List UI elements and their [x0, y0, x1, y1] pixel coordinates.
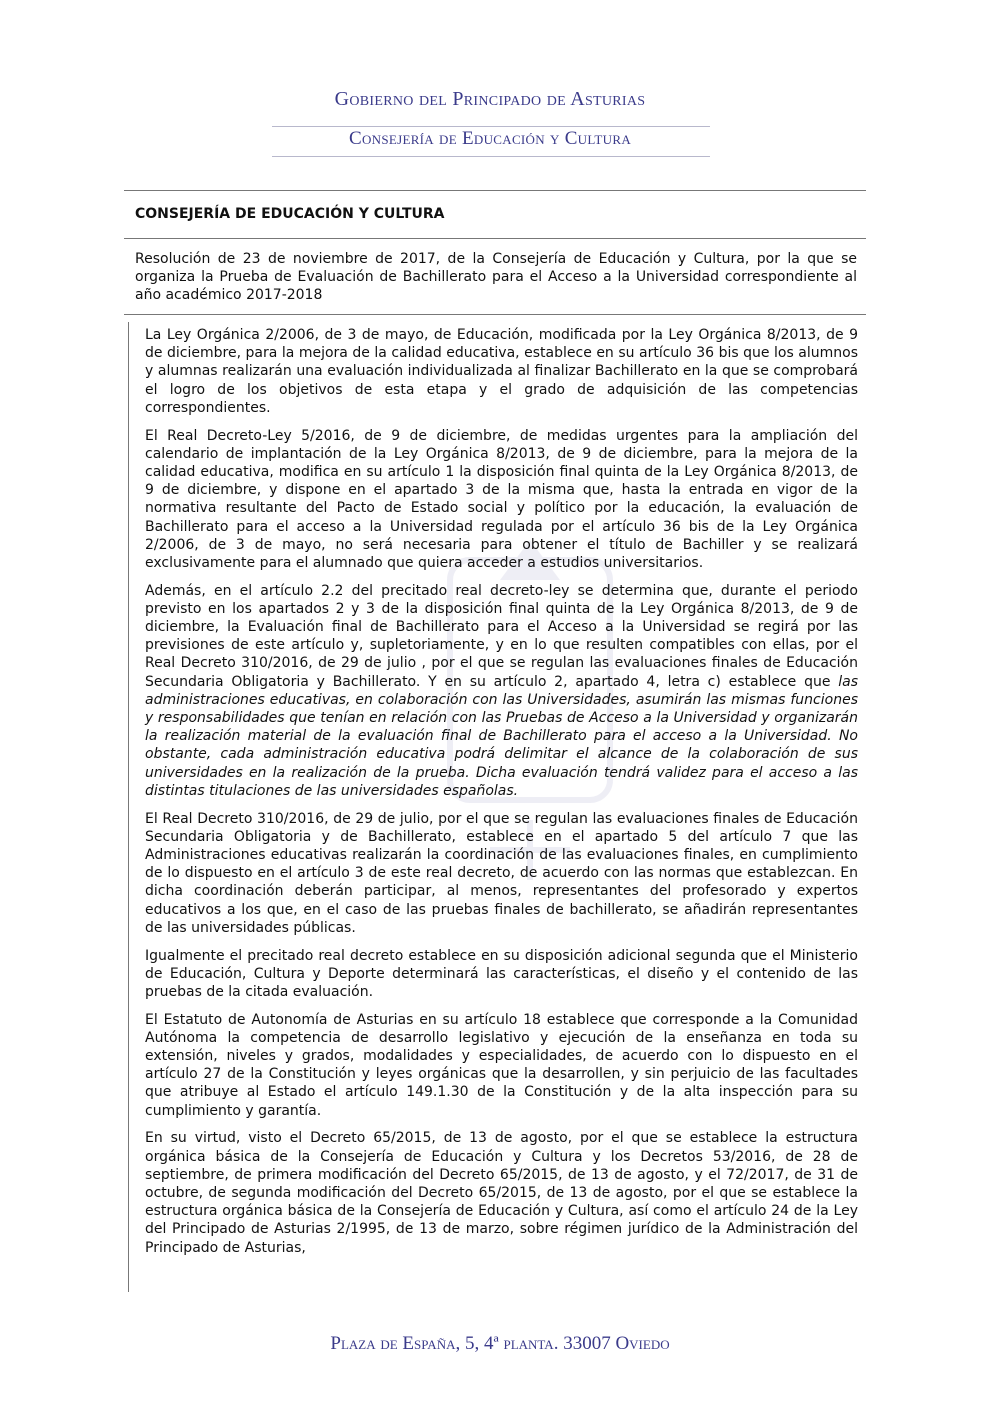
- body-frame: [128, 322, 867, 1292]
- paragraph-3-quote: las administraciones educativas, en colaboración con las Universidades, asumirán las mismas funciones y responsabilidades que tenían en relación con las Pruebas de Acceso a la Universidad y organizarán la realización material de la evaluación final de Bachillerato para el acceso a la Universidad. No obstante, cada administración educativa podrá delimitar el alcance de la colaboración de sus universidades en la realización de la prueba. Dicha evaluación tendrá validez para el acceso a las distintas titulaciones de las universidades españolas.: [145, 673, 858, 799]
- section-divider-middle: [124, 238, 866, 239]
- header-divider-top: [272, 126, 710, 127]
- paragraph-5: Igualmente el precitado real decreto establece en su disposición adicional segunda que el Ministerio de Educación, Cultura y Deporte determinará las características, el diseño y el contenido de las pruebas de la citada evaluación.: [145, 947, 858, 1000]
- paragraph-3-text: Además, en el artículo 2.2 del precitado real decreto-ley se determina que, durante el periodo previsto en los apartados 2 y 3 de la disposición final quinta de la Ley Orgánica 8/2013, de 9 de diciembre, la Evaluación final de Bachillerato para el Acceso a la Universidad se regirá por las previsiones de este artículo y, supletoriamente, y en lo que resulten compatibles con ellas, por el Real Decreto 310/2016, de 29 de julio , por el que se regulan las evaluaciones finales de Educación Secundaria Obligatoria y Bachillerato. Y en su artículo 2, apartado 4, letra c) establece que: [145, 582, 858, 690]
- government-title: Gobierno del Principado de Asturias: [334, 88, 646, 110]
- resolution-body: [145, 326, 858, 1266]
- paragraph-7: En su virtud, visto el Decreto 65/2015, de 13 de agosto, por el que se establece la estructura orgánica básica de la Consejería de Educación y Cultura y los Decretos 53/2016, de 28 de septiembre, de primera modificación del Decreto 65/2015, de 13 de agosto, y el 72/2017, de 31 de octubre, de segunda modificación del Decreto 65/2015, de 13 de agosto, por el que se establece la estructura orgánica básica de la Consejería de Educación y Cultura, así como el artículo 24 de la Ley del Principado de Asturias 2/1995, de 13 de marzo, sobre régimen jurídico de la Administración del Principado de Asturias,: [145, 1130, 858, 1256]
- paragraph-3: [145, 582, 858, 800]
- footer-address: Plaza de España, 5, 4ª planta. 33007 Oviedo: [330, 1333, 670, 1354]
- section-divider-top: [124, 190, 866, 191]
- resolution-title: Resolución de 23 de noviembre de 2017, de la Consejería de Educación y Cultura, por la que se organiza la Prueba de Evaluación de Bachillerato para el Acceso a la Universidad correspondiente al año académico 2017-2018: [135, 251, 857, 304]
- department-title: Consejería de Educación y Cultura: [348, 128, 632, 149]
- paragraph-2: El Real Decreto-Ley 5/2016, de 9 de diciembre, de medidas urgentes para la ampliación del calendario de implantación de la Ley Orgánica 8/2013, de 9 de diciembre, para la mejora de la calidad educativa, modifica en su artículo 1 la disposición final quinta de la Ley Orgánica 8/2013, de 9 de diciembre, y dispone en el apartado 3 de la misma que, hasta la entrada en vigor de la normativa resultante del Pacto de Estado social y político por la educación, la evaluación de Bachillerato para el acceso a la Universidad regulada por el artículo 36 bis de la Ley Orgánica 2/2006, de 3 de mayo, no será necesaria para obtener el título de Bachiller y se realizará exclusivamente para el alumnado que quiera acceder a estudios universitarios.: [145, 427, 858, 571]
- paragraph-1: La Ley Orgánica 2/2006, de 3 de mayo, de Educación, modificada por la Ley Orgánica 8/2013, de 9 de diciembre, para la mejora de la calidad educativa, establece en su artículo 36 bis que los alumnos y alumnas realizarán una evaluación individualizada al finalizar Bachillerato en la que se comprobará el logro de los objetivos de esta etapa y el grado de adquisición de las competencias correspondientes.: [145, 327, 858, 416]
- paragraph-6: El Estatuto de Autonomía de Asturias en su artículo 18 establece que corresponde a la Comunidad Autónoma la competencia de desarrollo legislativo y ejecución de la enseñanza en toda su extensión, niveles y grados, modalidades y especialidades, de acuerdo con lo dispuesto en el artículo 27 de la Constitución y leyes orgánicas que la desarrollen, y sin perjuicio de las facultades que atribuye al Estado el artículo 149.1.30 de la Constitución y de la alta inspección para su cumplimiento y garantía.: [145, 1011, 858, 1119]
- section-title: CONSEJERÍA DE EDUCACIÓN Y CULTURA: [135, 206, 445, 222]
- header-divider-bottom: [272, 156, 710, 157]
- paragraph-4: El Real Decreto 310/2016, de 29 de julio, por el que se regulan las evaluaciones finales de Educación Secundaria Obligatoria y de Bachillerato, establece en el apartado 5 del artículo 7 que las Administraciones educativas realizarán la coordinación de las evaluaciones finales, en cumplimiento de lo dispuesto en el artículo 3 de este real decreto, de acuerdo con las normas que establezcan. En dicha coordinación deberán participar, al menos, representantes del profesorado y expertos educativos a los que, en el caso de las pruebas finales de bachillerato, se añadirán representantes de las universidades públicas.: [145, 810, 858, 936]
- section-divider-bottom: [124, 314, 866, 315]
